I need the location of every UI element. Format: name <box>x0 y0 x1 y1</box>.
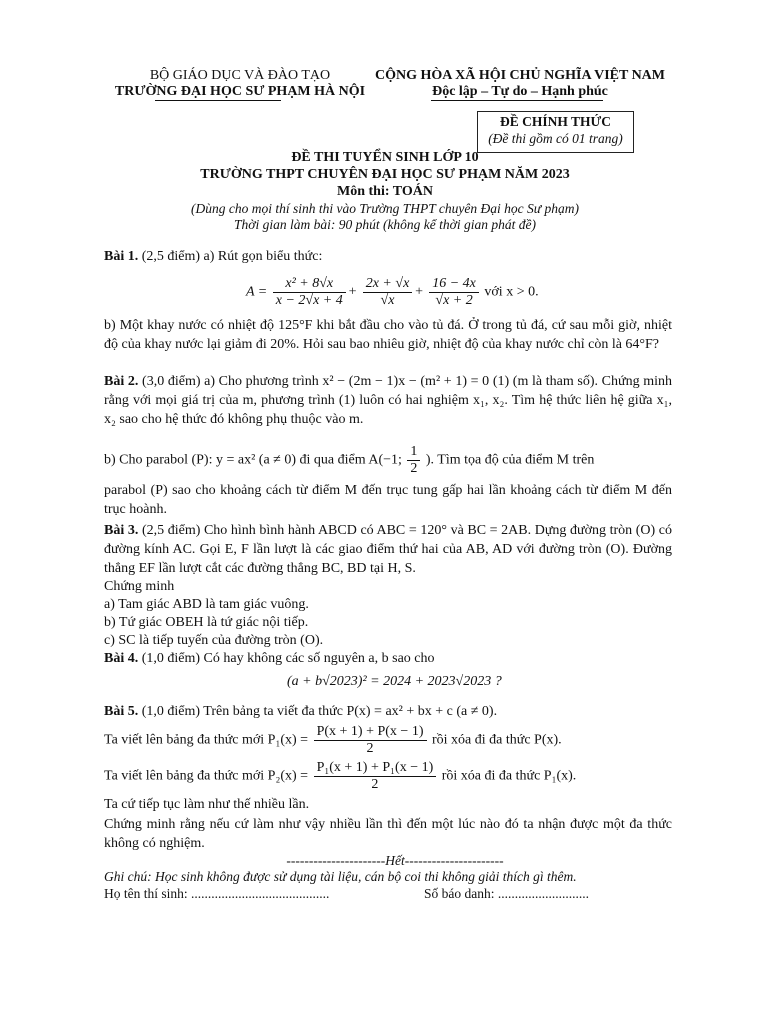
bai4-label: Bài 4. <box>104 651 139 666</box>
school-underline <box>155 100 281 101</box>
bai3-item-b: b) Tứ giác OBEH là tứ giác nội tiếp. <box>104 615 309 630</box>
bai5-text <box>104 704 497 720</box>
bai5-body: (1,0 điểm) Trên bảng ta viết đa thức P(x) = ax² + bx + c (a ≠ 0). <box>141 704 498 719</box>
bai1-formula: A = $\frac{\text{x² + 8√x}}{x - 2√x + 4}$ + $\frac{2x + √x}{√x}$ + $\frac{16 - 4x}{√x + 2}$ với x > 0. <box>246 276 539 308</box>
bai2-part-a-text: (3,0 điểm) a) Cho phương trình x² − (2m − 1)x − (m² + 1) = 0 (1) (m là tham số). Chứng minh rằng với mọi giá trị của m, phương trình (1) luôn có hai nghiệm x₁, x₂. Tìm hệ thức liên hệ giữa x₁, x₂ sao cho hệ thức đó không phụ thuộc vào m. <box>104 374 673 427</box>
fraction-2-den: √x <box>380 293 395 308</box>
p1-fraction <box>314 724 427 757</box>
p2-fraction <box>314 760 437 793</box>
candidate-id-label: Số báo danh: ........................... <box>424 886 589 901</box>
exam-subject: Môn thi: TOÁN <box>337 184 433 199</box>
bai3-text <box>104 521 672 578</box>
bai4-body: (1,0 điểm) Có hay không các số nguyên a, b sao cho <box>141 651 435 666</box>
bai5-line2 <box>104 760 576 793</box>
bai2-part-a <box>104 372 672 429</box>
school-name: TRƯỜNG ĐẠI HỌC SƯ PHẠM HÀ NỘI <box>114 84 366 99</box>
p2-fraction-den: 2 <box>371 777 379 792</box>
exam-title: ĐỀ THI TUYỂN SINH LỚP 10 <box>291 150 479 165</box>
bai1-heading <box>104 249 322 265</box>
bai4-text <box>104 651 435 667</box>
bai5-line2-end: rồi xóa đi đa thức P₁(x). <box>441 768 577 784</box>
bai2-part-b-start: b) Cho parabol (P): y = ax² (a ≠ 0) đi qua điểm A(−1; <box>104 452 402 468</box>
ministry-name: BỘ GIÁO DỤC VÀ ĐÀO TẠO <box>149 68 331 83</box>
bai5-line1 <box>104 724 562 757</box>
bai3-item-a: a) Tam giác ABD là tam giác vuông. <box>104 597 309 612</box>
bai5-line4: Chứng minh rằng nếu cứ làm như vậy nhiều lần thì đến một lúc nào đó ta nhận được một đa thức không có nghiệm. <box>104 817 672 851</box>
fraction-2 <box>363 276 413 309</box>
pages-note: (Đề thi gồm có 01 trang) <box>488 131 623 146</box>
bai1-label: Bài 1. <box>104 249 139 264</box>
bai5-label: Bài 5. <box>104 704 139 719</box>
bai5-line3: Ta cứ tiếp tục làm như thế nhiều lần. <box>104 797 310 812</box>
p1-fraction-num: P(x + 1) + P(x − 1) <box>314 724 427 741</box>
footer-note: Ghi chú: Học sinh không được sử dụng tài liệu, cán bộ coi thi không giải thích gì thêm. <box>104 869 577 884</box>
bai3-prove: Chứng minh <box>104 579 175 594</box>
bai3-item-c: c) SC là tiếp tuyến của đường tròn (O). <box>104 633 324 648</box>
exam-audience: (Dùng cho mọi thí sinh thi vào Trường THPT chuyên Đại học Sư phạm) <box>190 201 580 216</box>
bai3-body: (2,5 điểm) Cho hình bình hành ABCD có ABC = 120° và BC = 2AB. Dựng đường tròn (O) có đường kính AC. Gọi E, F lần lượt là các giao điểm thứ hai của AB, AD với đường tròn (O). Đường thẳng EF lần lượt cắt các đường thẳng BC, BD tại H, S. <box>104 523 673 576</box>
bai1-part-b: b) Một khay nước có nhiệt độ 125°F khi bắt đầu cho vào tủ đá. Ở trong tủ đá, cứ sau mỗi giờ, nhiệt độ của khay nước lại giảm đi 20%. Hỏi sau bao nhiêu giờ, nhiệt độ của khay nước chỉ còn là 64°F? <box>104 318 672 352</box>
bai5-line1-end: rồi xóa đi đa thức P(x). <box>432 732 562 748</box>
bai4-formula: (a + b√2023)² = 2024 + 2023√2023 ? <box>287 674 502 689</box>
bai2-part-b-rest: parabol (P) sao cho khoảng cách từ điểm M đến trục tung gấp hai lần khoảng cách từ điểm M đến trục hoành. <box>104 483 672 517</box>
formula-condition: với x > 0. <box>484 284 539 300</box>
candidate-name-label: Họ tên thí sinh: ......................................... <box>104 886 330 901</box>
p2-fraction-num: P₁(x + 1) + P₁(x − 1) <box>314 760 437 777</box>
bai1-points: (2,5 điểm) a) Rút gọn biểu thức: <box>141 249 323 264</box>
exam-time: Thời gian làm bài: 90 phút (không kể thời gian phát đề) <box>233 217 536 232</box>
fraction-1-num: x² + 8√x <box>273 276 346 293</box>
fraction-1-den: x − 2√x + 4 <box>275 293 343 308</box>
p1-fraction-den: 2 <box>366 741 374 756</box>
point-a-fraction-num: 1 <box>407 444 420 461</box>
nation-name: CỘNG HÒA XÃ HỘI CHỦ NGHĨA VIỆT NAM <box>374 68 665 83</box>
fraction-3 <box>429 276 479 309</box>
fraction-3-den: √x + 2 <box>435 293 473 308</box>
end-marker: ----------------------Hết---------------------- <box>286 853 504 868</box>
official-label: ĐỀ CHÍNH THỨC <box>499 114 611 129</box>
bai2-part-b-end: ). Tìm tọa độ của điểm M trên <box>425 452 595 468</box>
bai5-line2-start: Ta viết lên bảng đa thức mới P₂(x) = <box>104 768 309 784</box>
exam-school-title: TRƯỜNG THPT CHUYÊN ĐẠI HỌC SƯ PHẠM NĂM 2023 <box>200 167 570 182</box>
point-a-fraction <box>407 444 420 477</box>
fraction-2-num: 2x + √x <box>363 276 413 293</box>
bai2-part-b-line <box>104 444 594 477</box>
bai2-label: Bài 2. <box>104 374 139 389</box>
nation-motto: Độc lập – Tự do – Hạnh phúc <box>432 84 608 99</box>
bai5-line1-start: Ta viết lên bảng đa thức mới P₁(x) = <box>104 732 309 748</box>
point-a-fraction-den: 2 <box>410 461 418 476</box>
fraction-1 <box>273 276 346 309</box>
motto-underline <box>431 100 603 101</box>
bai3-label: Bài 3. <box>104 523 139 538</box>
fraction-3-num: 16 − 4x <box>429 276 479 293</box>
formula-lhs: A = <box>246 284 268 300</box>
